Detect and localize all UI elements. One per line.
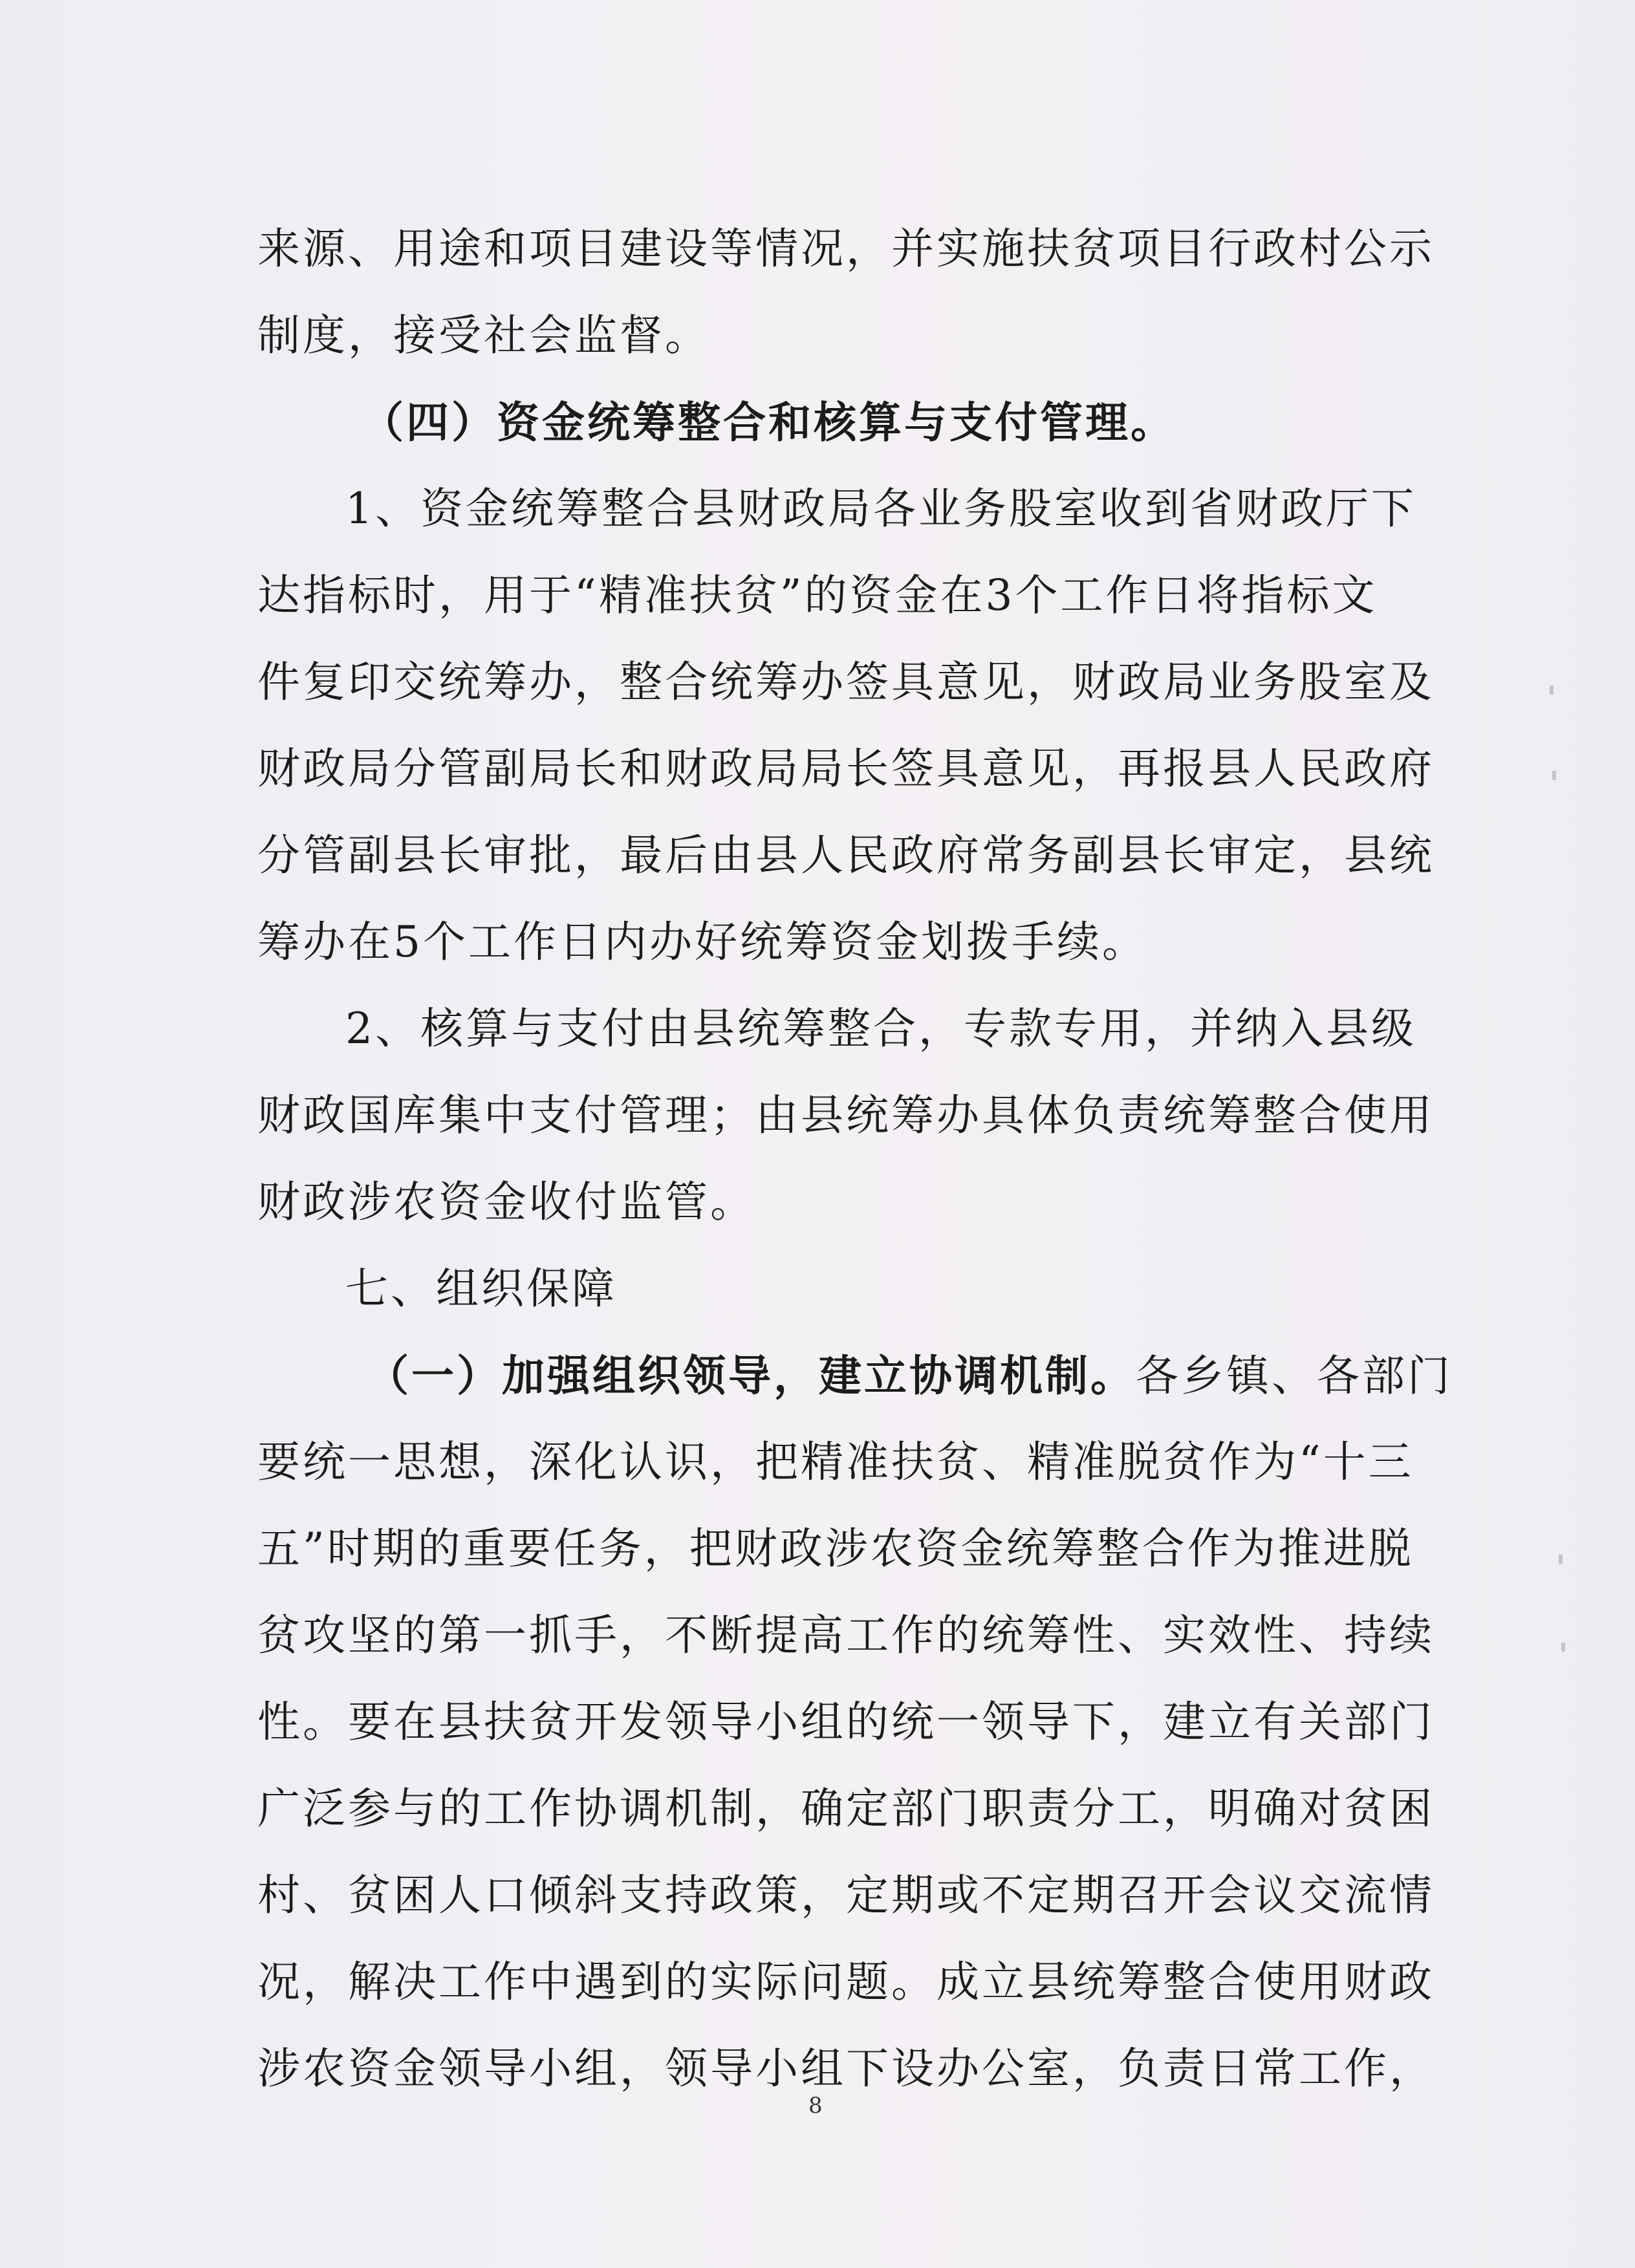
subsection-heading: （一）加强组织领导，建立协调机制。 [366, 1350, 1136, 1401]
text-line: 涉农资金领导小组，领导小组下设办公室，负责日常工作， [257, 2044, 1435, 2093]
text-line [257, 1332, 1453, 1419]
text-line: 分管副县长审批，最后由县人民政府常务副县长审定，县统 [257, 830, 1435, 880]
section-heading: 七、组织保障 [345, 1264, 617, 1313]
text-line: 筹办在5个工作日内办好统筹资金划拨手续。 [257, 917, 1147, 967]
text-line: 达指标时，用于“精准扶贫”的资金在3个工作日将指标文 [257, 570, 1378, 620]
text-line: 来源、用途和项目建设等情况，并实施扶贫项目行政村公示 [257, 224, 1435, 274]
text-line: 件复印交统筹办，整合统筹办签具意见，财政局业务股室及 [257, 657, 1435, 707]
scan-mark [1561, 1643, 1565, 1652]
page-number: 8 [808, 2093, 823, 2119]
text-span: 各乡镇、各部门 [1136, 1351, 1453, 1401]
scan-mark [1559, 1555, 1563, 1564]
text-line: 财政局分管副局长和财政局局长签具意见，再报县人民政府 [257, 744, 1435, 794]
text-line: 1、资金统筹整合县财政局各业务股室收到省财政厅下 [345, 484, 1416, 534]
text-line: 制度，接受社会监督。 [257, 310, 710, 360]
text-line: 五”时期的重要任务，把财政涉农资金统筹整合作为推进脱 [257, 1524, 1414, 1573]
text-line: 况，解决工作中遇到的实际问题。成立县统筹整合使用财政 [257, 1957, 1435, 2007]
text-line: 村、贫困人口倾斜支持政策，定期或不定期召开会议交流情 [257, 1870, 1435, 1920]
text-line: 2、核算与支付由县统筹整合，专款专用，并纳入县级 [345, 1004, 1416, 1053]
text-line: 财政涉农资金收付监管。 [257, 1177, 755, 1227]
text-line: 要统一思想，深化认识，把精准扶贫、精准脱贫作为“十三 [257, 1437, 1414, 1487]
text-line: 广泛参与的工作协调机制，确定部门职责分工，明确对贫困 [257, 1784, 1435, 1833]
scan-mark [1552, 771, 1556, 780]
document-body [257, 206, 1453, 2112]
text-line: 贫攻坚的第一抓手，不断提高工作的统筹性、实效性、持续 [257, 1610, 1435, 1660]
subsection-heading: （四）资金统筹整合和核算与支付管理。 [361, 397, 1176, 448]
text-line: 财政国库集中支付管理；由县统筹办具体负责统筹整合使用 [257, 1090, 1435, 1140]
text-line: 性。要在县扶贫开发领导小组的统一领导下，建立有关部门 [257, 1697, 1435, 1747]
scan-mark [1550, 686, 1554, 695]
